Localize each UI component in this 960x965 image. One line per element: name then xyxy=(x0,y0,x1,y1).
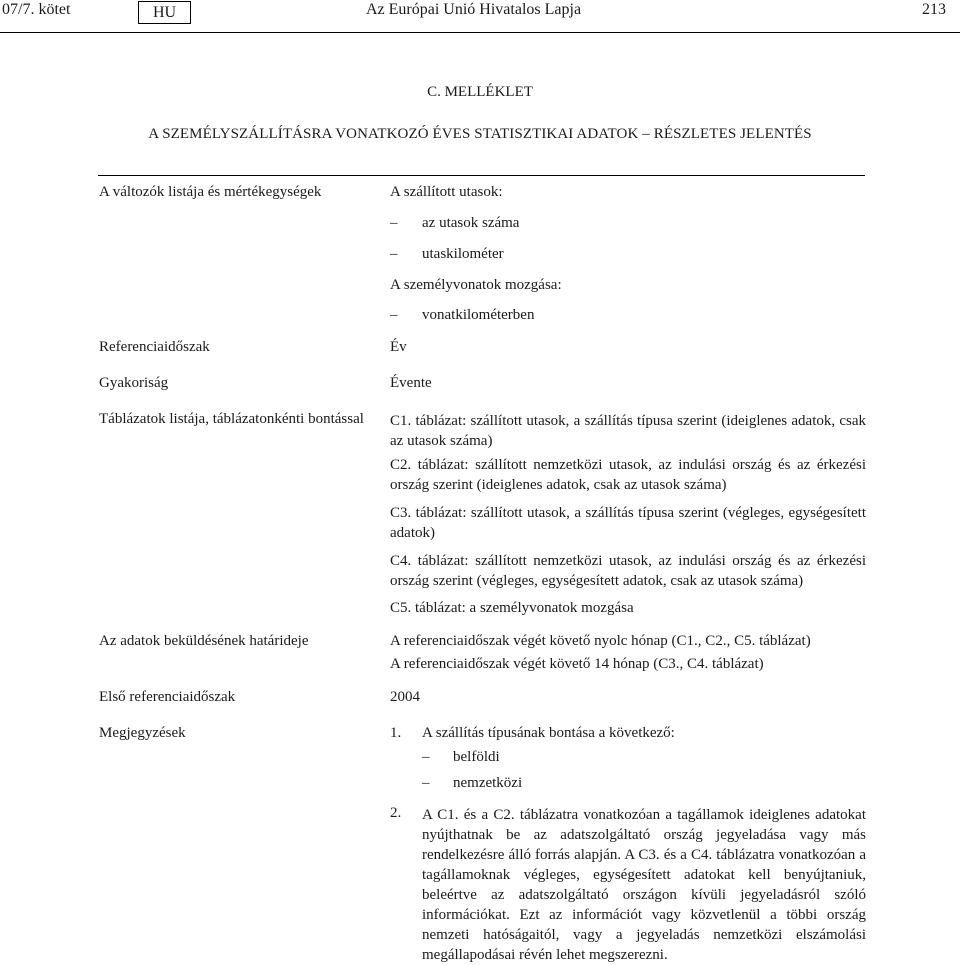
list-dash: – xyxy=(390,307,398,323)
tables-label: Táblázatok listája, táblázatonkénti bontással xyxy=(99,411,364,427)
note-number: 2. xyxy=(390,805,402,821)
divider xyxy=(98,175,865,176)
list-dash: – xyxy=(390,246,398,262)
main-title: A SZEMÉLYSZÁLLÍTÁSRA VONATKOZÓ ÉVES STATISZTIKAI ADATOK – RÉSZLETES JELENTÉS xyxy=(148,126,812,142)
annex-title: C. MELLÉKLET xyxy=(427,84,533,100)
journal-title: Az Európai Unió Hivatalos Lapja xyxy=(366,1,582,18)
deadline-label: Az adatok beküldésének határideje xyxy=(99,633,309,649)
variables-item: utaskilométer xyxy=(422,246,504,262)
frequency-label: Gyakoriság xyxy=(99,375,169,391)
deadline-line: A referenciaidőszak végét követő nyolc hónap (C1., C2., C5. táblázat) xyxy=(390,633,811,649)
notes-label: Megjegyzések xyxy=(99,725,186,741)
page-number: 213 xyxy=(922,1,946,18)
note-number: 1. xyxy=(390,725,402,741)
volume-issue: 07/7. kötet xyxy=(2,1,71,18)
variables-item: az utasok száma xyxy=(422,215,520,231)
note-text: A C1. és a C2. táblázatra vonatkozóan a tagállamok ideiglenes adatokat nyújthatnak be az adatszolgáltató ország jegyeladása vagy más rendelkezésre álló forrás alapján. A C3. és a C4. táblázatra vonatkozóan a tagállamoknak végleges, egységesített adatokat kell benyújtaniuk, beleértve az adatszolgáltató országon kívüli jegyeladásról szóló információkat. Ezt az információt vagy közvetlenül a többi ország nemzeti hatóságaitól, vagy a jegyeladás nemzetközi elszámolási megállapodásai révén lehet megszerezni. xyxy=(422,807,866,963)
table-item-c1: C1. táblázat: szállított utasok, a szállítás típusa szerint (ideiglenes adatok, csak az utasok száma) xyxy=(390,413,866,449)
page-header xyxy=(0,0,960,33)
variables-intro-passengers: A szállított utasok: xyxy=(390,184,503,200)
table-item-c2: C2. táblázat: szállított nemzetközi utasok, az indulási ország és az érkezési ország szerint (ideiglenes adatok, csak az utasok száma) xyxy=(390,457,866,493)
reference-period-label: Referenciaidőszak xyxy=(99,339,210,355)
list-dash: – xyxy=(422,749,430,765)
frequency-value: Évente xyxy=(390,375,432,391)
note-text: A szállítás típusának bontása a következő: xyxy=(422,725,675,741)
deadline-line: A referenciaidőszak végét követő 14 hónap (C3., C4. táblázat) xyxy=(390,656,764,672)
note-item: nemzetközi xyxy=(453,775,523,791)
variables-item: vonatkilométerben xyxy=(422,307,535,323)
variables-intro-trains: A személyvonatok mozgása: xyxy=(390,277,562,293)
table-item-c4: C4. táblázat: szállított nemzetközi utasok, az indulási ország és az érkezési ország szerint (végleges, egységesített adatok, csak az utasok száma) xyxy=(390,553,866,589)
note-item: belföldi xyxy=(453,749,500,765)
first-period-value: 2004 xyxy=(390,689,420,705)
table-item-c5: C5. táblázat: a személyvonatok mozgása xyxy=(390,600,634,616)
list-dash: – xyxy=(390,215,398,231)
table-item-c3: C3. táblázat: szállított utasok, a szállítás típusa szerint (végleges, egységesített adatok) xyxy=(390,505,866,541)
language-code-box: HU xyxy=(138,1,191,24)
list-dash: – xyxy=(422,775,430,791)
variables-label: A változók listája és mértékegységek xyxy=(99,184,322,200)
reference-period-value: Év xyxy=(390,339,407,355)
first-period-label: Első referenciaidőszak xyxy=(99,689,236,705)
